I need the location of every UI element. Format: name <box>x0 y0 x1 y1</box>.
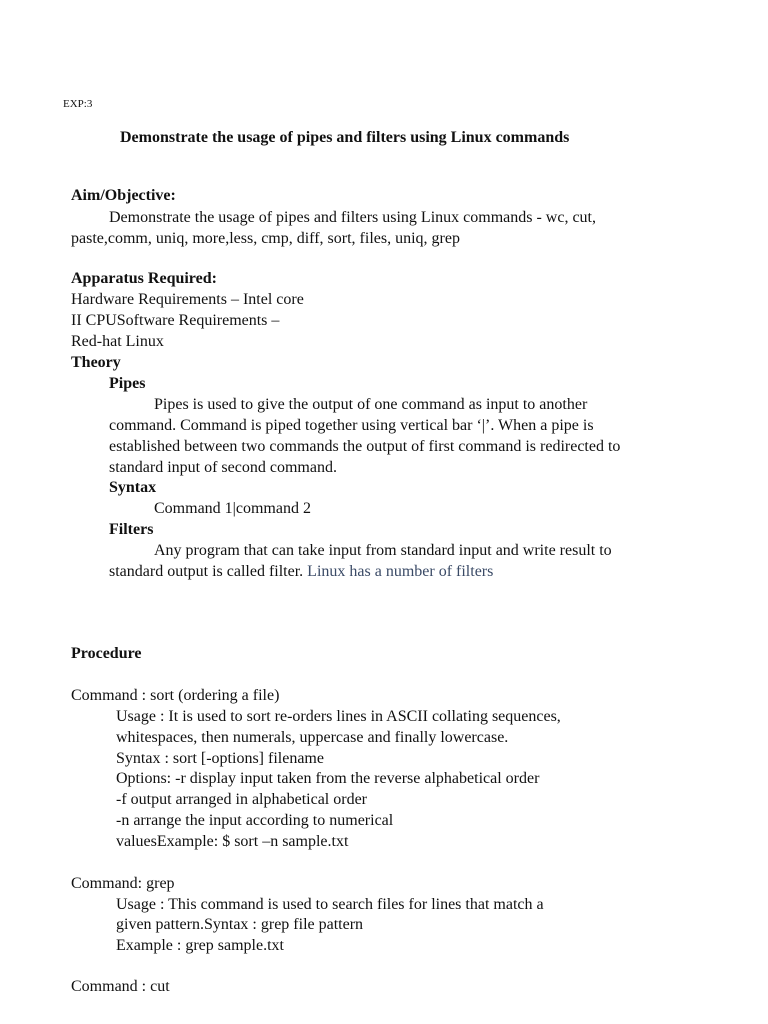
exp-label: EXP:3 <box>63 98 93 110</box>
filters-heading: Filters <box>109 521 154 538</box>
sort-line-6: -n arrange the input according to numerical <box>116 812 394 829</box>
syntax-line: Command 1|command 2 <box>154 500 311 517</box>
filters-line-2-start: standard output is called filter. <box>109 563 304 580</box>
aim-heading: Aim/Objective: <box>71 187 176 204</box>
pipes-line-1: Pipes is used to give the output of one command as input to another <box>154 396 588 413</box>
sort-line-3: Syntax : sort [-options] filename <box>116 750 324 767</box>
apparatus-heading: Apparatus Required: <box>71 270 217 287</box>
apparatus-line-1: Hardware Requirements – Intel core <box>71 291 304 308</box>
grep-command: Command: grep <box>71 875 175 892</box>
procedure-heading: Procedure <box>71 645 142 662</box>
apparatus-line-2: II CPUSoftware Requirements – <box>71 312 280 329</box>
aim-line-2: paste,comm, uniq, more,less, cmp, diff, sort, files, uniq, grep <box>71 230 460 247</box>
filters-line-1: Any program that can take input from standard input and write result to <box>154 542 612 559</box>
sort-line-7: valuesExample: $ sort –n sample.txt <box>116 833 349 850</box>
syntax-heading: Syntax <box>109 479 157 496</box>
filters-line-2-end: Linux has a number of filters <box>307 563 494 580</box>
grep-line-1: Usage : This command is used to search files for lines that match a <box>116 896 544 913</box>
grep-line-3: Example : grep sample.txt <box>116 937 284 954</box>
document-title: Demonstrate the usage of pipes and filters using Linux commands <box>120 129 570 146</box>
pipes-line-3: established between two commands the output of first command is redirected to <box>109 438 621 455</box>
sort-line-2: whitespaces, then numerals, uppercase and finally lowercase. <box>116 729 509 746</box>
pipes-heading: Pipes <box>109 375 146 392</box>
grep-line-2: given pattern.Syntax : grep file pattern <box>116 916 364 933</box>
aim-line-1: Demonstrate the usage of pipes and filters using Linux commands - wc, cut, <box>109 209 596 226</box>
sort-line-1: Usage : It is used to sort re-orders lines in ASCII collating sequences, <box>116 708 561 725</box>
theory-heading: Theory <box>71 354 121 371</box>
filters-line-2 <box>109 562 493 582</box>
apparatus-line-3: Red-hat Linux <box>71 333 164 350</box>
pipes-line-4: standard input of second command. <box>109 459 337 476</box>
sort-line-4: Options: -r display input taken from the reverse alphabetical order <box>116 770 540 787</box>
pipes-line-2: command. Command is piped together using vertical bar ‘|’. When a pipe is <box>109 417 594 434</box>
sort-command: Command : sort (ordering a file) <box>71 687 280 704</box>
sort-line-5: -f output arranged in alphabetical order <box>116 791 367 808</box>
cut-command: Command : cut <box>71 978 170 995</box>
